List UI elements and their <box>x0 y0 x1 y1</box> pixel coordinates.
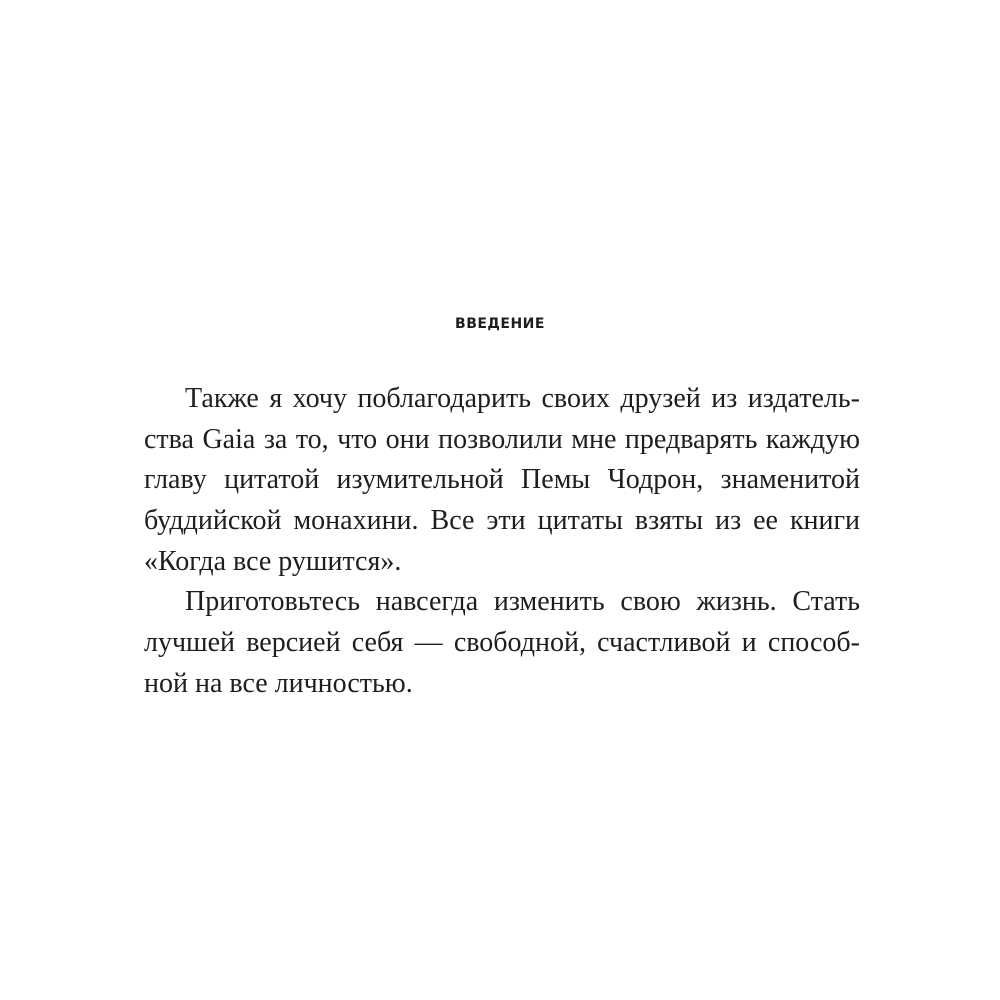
text-line: лучшей версией себя — свободной, счастливой и способ- <box>144 627 860 659</box>
text-line: главу цитатой изумительной Пемы Чодрон, знаменитой <box>144 464 860 496</box>
body-text <box>144 379 860 705</box>
text-line: ной на все личностью. <box>144 667 413 699</box>
text-line: Приготовьтесь навсегда изменить свою жизнь. Стать <box>185 586 860 618</box>
text-line: Также я хочу поблагодарить своих друзей из издатель- <box>185 383 860 414</box>
paragraph-2 <box>144 582 860 704</box>
text-line: ства Gaia за то, что они позволили мне предварять каждую <box>144 423 860 455</box>
text-line: «Когда все рушится». <box>144 545 402 577</box>
running-head: ВВЕДЕНИЕ <box>455 316 545 332</box>
text-line: буддийской монахини. Все эти цитаты взяты из ее книги <box>144 505 860 537</box>
paragraph-1 <box>144 379 860 582</box>
